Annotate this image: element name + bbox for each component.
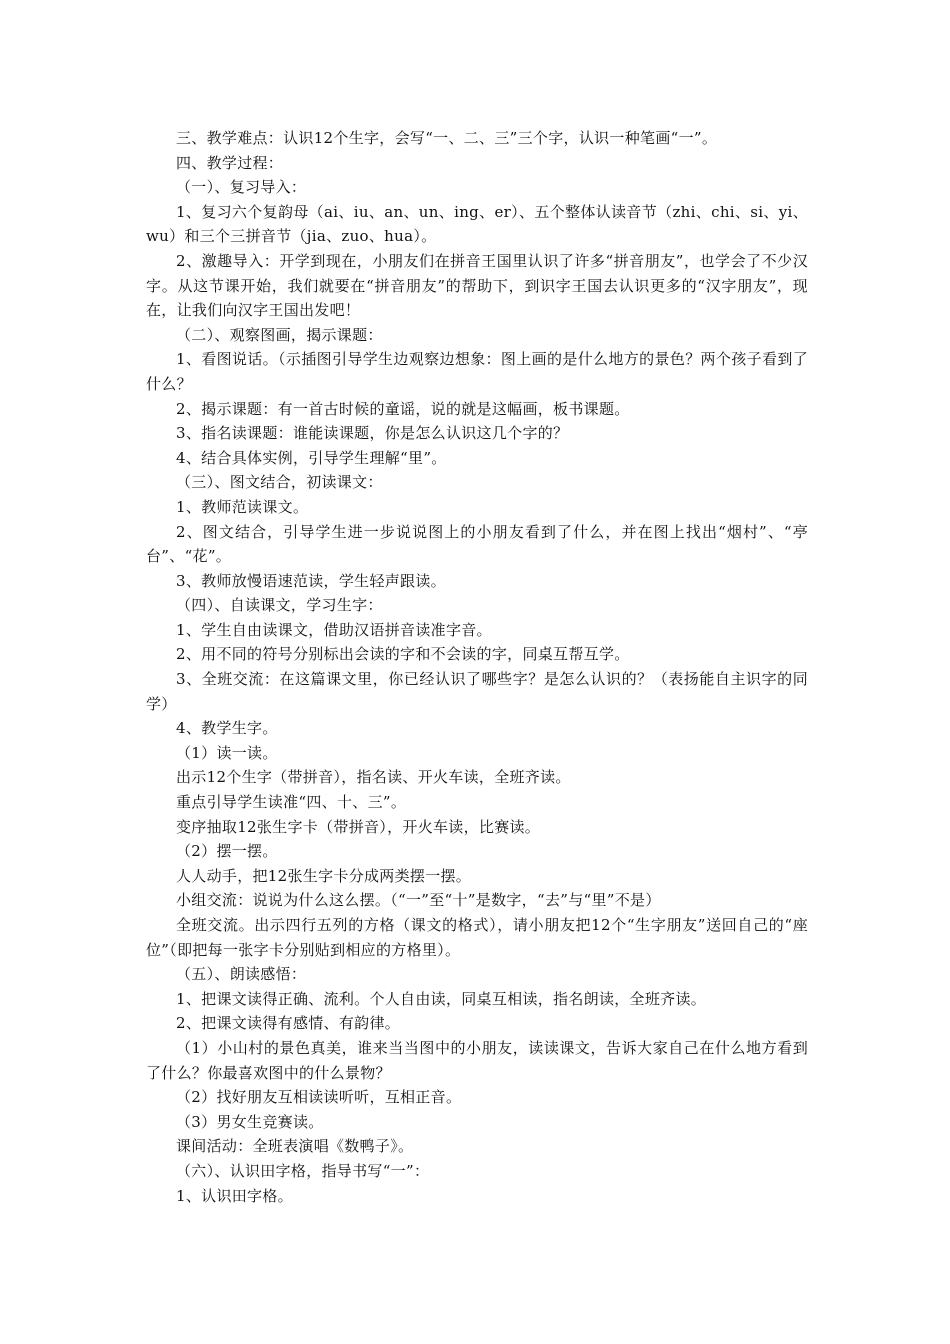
paragraph: （3）男女生竞赛读。 [176, 1112, 324, 1131]
paragraph: 1、把课文读得正确、流利。个人自由读，同桌互相读，指名朗读，全班齐读。 [176, 989, 707, 1008]
paragraph: 4、结合具体实例，引导学生理解“里”。 [176, 448, 447, 467]
paragraph: （2）摆一摆。 [176, 842, 278, 861]
paragraph: （三）、图文结合，初读课文： [176, 473, 383, 492]
paragraph: 出示12个生字（带拼音），指名读、开火车读，全班齐读。 [176, 768, 571, 787]
paragraph: 2、揭示课题：有一首古时候的童谣，说的就是这幅画，板书课题。 [176, 399, 630, 418]
paragraph: 1、复习六个复韵母（ai、iu、an、un、ing、er）、五个整体认读音节（zhi、chi、si、yi、wu）和三个三拼音节（jia、zuo、hua）。 [146, 202, 808, 246]
paragraph: 三、教学难点：认识12个生字，会写“一、二、三”三个字，认识一种笔画“一”。 [176, 129, 718, 147]
paragraph: （1）读一读。 [176, 743, 278, 762]
paragraph: 重点引导学生读准“四、十、三”。 [176, 793, 407, 812]
paragraph: 2、图文结合，引导学生进一步说说图上的小朋友看到了什么，并在图上找出“烟村”、“亭台”、“花”。 [146, 522, 808, 566]
paragraph: 3、指名读课题：谁能读课题，你是怎么认识这几个字的？ [176, 424, 569, 443]
paragraph: 3、全班交流：在这篇课文里，你已经认识了哪些字？是怎么认识的？（表扬能自主识字的同学） [146, 670, 808, 713]
paragraph: 4、教学生字。 [176, 719, 278, 738]
paragraph: 1、学生自由读课文，借助汉语拼音读准字音。 [176, 620, 492, 639]
paragraph: 人人动手，把12张生字卡分成两类摆一摆。 [176, 866, 472, 885]
paragraph: （二）、观察图画，揭示课题： [176, 325, 383, 344]
paragraph: （2）找好朋友互相读读听听，互相正音。 [176, 1088, 462, 1107]
paragraph: 2、激趣导入：开学到现在，小朋友们在拼音王国里认识了许多“拼音朋友”，也学会了不少汉字。从这节课开始，我们就要在“拼音朋友”的帮助下，到识字王国去认识更多的“汉字朋友”，现在，让我们向汉字王国出发吧！ [146, 251, 808, 320]
paragraph: 3、教师放慢语速范读，学生轻声跟读。 [176, 571, 446, 590]
paragraph: （四）、自读课文，学习生字： [176, 596, 383, 615]
paragraph: 2、把课文读得有感情、有韵律。 [176, 1014, 401, 1033]
lesson-plan-body [146, 126, 808, 1208]
paragraph: 课间活动：全班表演唱《数鸭子》。 [176, 1137, 414, 1156]
paragraph: 小组交流：说说为什么这么摆。（“一”至“十”是数字，“去”与“里”不是） [176, 891, 661, 910]
paragraph: 全班交流。出示四行五列的方格（课文的格式），请小朋友把12个“生字朋友”送回自己的“座位”（即把每一张字卡分别贴到相应的方格里）。 [146, 916, 808, 959]
paragraph: 1、教师范读课文。 [176, 497, 309, 516]
paragraph: 四、教学过程： [176, 153, 284, 172]
paragraph: 1、认识田字格。 [176, 1186, 293, 1205]
paragraph: （一）、复习导入： [176, 178, 307, 197]
paragraph: （1）小山村的景色真美，谁来当当图中的小朋友，读读课文，告诉大家自己在什么地方看到了什么？你最喜欢图中的什么景物？ [146, 1038, 808, 1082]
paragraph: （六）、认识田字格，指导书写“一”： [176, 1161, 430, 1180]
paragraph: （五）、朗读感悟： [176, 965, 307, 984]
paragraph: 2、用不同的符号分别标出会读的字和不会读的字，同桌互帮互学。 [176, 645, 630, 664]
paragraph: 1、看图说话。（示插图引导学生边观察边想象：图上画的是什么地方的景色？两个孩子看到了什么？ [146, 350, 808, 393]
paragraph: 变序抽取12张生字卡（带拼音），开火车读，比赛读。 [176, 817, 541, 836]
